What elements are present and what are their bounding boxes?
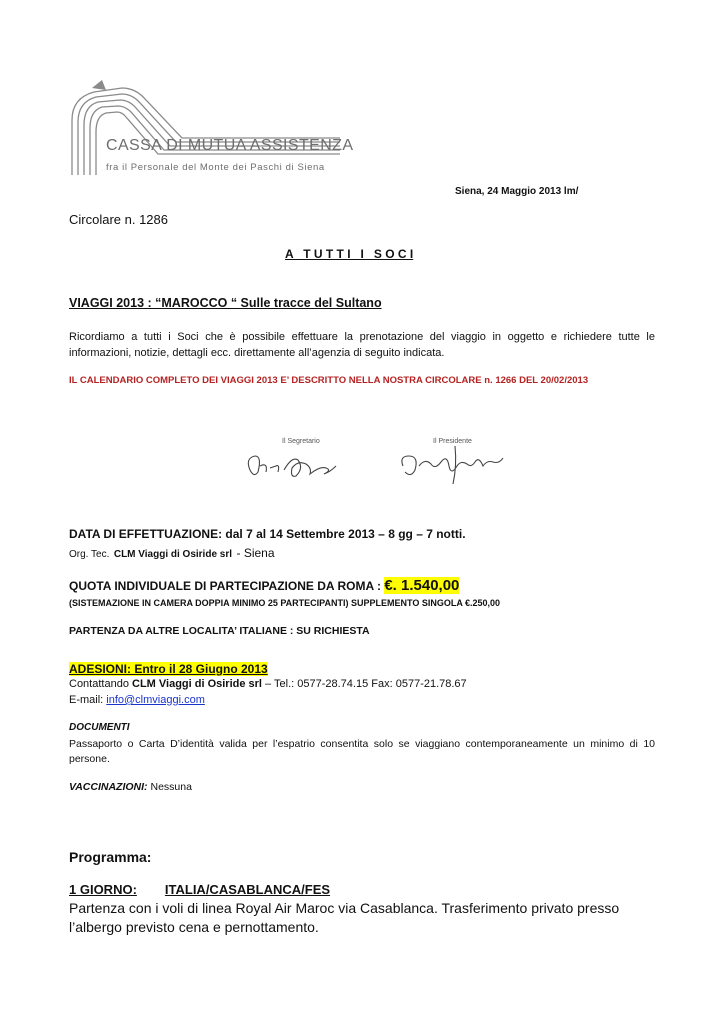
org-city: - Siena xyxy=(236,546,275,560)
subject: VIAGGI 2013 : “MAROCCO “ Sulle tracce del Sultano xyxy=(69,296,382,310)
logo-title: CASSA DI MUTUA ASSISTENZA xyxy=(106,137,354,154)
quota-price: €. 1.540,00 xyxy=(384,577,460,594)
president-label: Il Presidente xyxy=(433,438,472,445)
adesioni-title: ADESIONI: Entro il 28 Giugno 2013 xyxy=(69,662,268,676)
intro-paragraph: Ricordiamo a tutti i Soci che è possibile effettuare la prenotazione del viaggio in oggetto e richiedere tutte le informazioni, notizie, dettagli ecc. direttamente all’agenzia di seguito indicata. xyxy=(69,331,655,359)
email-prefix: E-mail: xyxy=(69,694,107,706)
contact-name: CLM Viaggi di Osiride srl xyxy=(132,678,262,690)
adesioni-email-line xyxy=(69,694,205,706)
contact-phones: – Tel.: 0577-28.74.15 Fax: 0577-21.78.67 xyxy=(262,678,467,690)
logo xyxy=(62,80,352,180)
president-signature-icon xyxy=(395,436,515,491)
day1-text: Partenza con i voli di linea Royal Air Maroc via Casablanca. Trasferimento privato presso l’albergo previsto cena e pernottamento. xyxy=(69,900,620,935)
vaccinazioni-label: VACCINAZIONI: xyxy=(69,781,148,793)
adesioni-contact xyxy=(69,678,467,690)
contact-prefix: Contattando xyxy=(69,678,132,690)
signature-secretary xyxy=(240,438,350,493)
org-prefix: Org. Tec. xyxy=(69,549,110,560)
day1-heading xyxy=(69,882,330,897)
place-date: Siena, 24 Maggio 2013 lm/ xyxy=(455,186,579,197)
quota-detail: (SISTEMAZIONE IN CAMERA DOPPIA MINIMO 25 PARTECIPANTI) SUPPLEMENTO SINGOLA €.250,00 xyxy=(69,598,501,608)
org-name: CLM Viaggi di Osiride srl xyxy=(113,549,233,560)
quota-label: QUOTA INDIVIDUALE DI PARTECIPAZIONE DA ROMA : xyxy=(69,579,385,593)
recipients-heading: A T U T T I I S O C I xyxy=(285,247,414,261)
vaccinazioni-line xyxy=(69,781,192,793)
signature-president xyxy=(395,436,515,491)
org-line xyxy=(69,544,275,562)
email-link[interactable]: info@clmviaggi.com xyxy=(106,694,205,706)
secretary-label: Il Segretario xyxy=(282,438,320,445)
travel-dates: DATA DI EFFETTUAZIONE: dal 7 al 14 Settembre 2013 – 8 gg – 7 notti. xyxy=(69,527,466,541)
circolare-number: Circolare n. 1286 xyxy=(69,212,168,227)
departure-note: PARTENZA DA ALTRE LOCALITA’ ITALIANE : SU RICHIESTA xyxy=(69,625,370,637)
programma-title: Programma: xyxy=(69,849,152,865)
day1-label: 1 GIORNO: xyxy=(69,882,137,897)
vaccinazioni-value: Nessuna xyxy=(147,781,192,793)
documenti-title: DOCUMENTI xyxy=(69,722,130,733)
documenti-text: Passaporto o Carta D’identità valida per l’espatrio consentita solo se viaggiano contemporaneamente un minimo di 10 persone. xyxy=(69,738,655,765)
calendar-note: IL CALENDARIO COMPLETO DEI VIAGGI 2013 E’ DESCRITTO NELLA NOSTRA CIRCOLARE n. 1266 DEL 20/02/2013 xyxy=(69,375,589,386)
secretary-signature-icon xyxy=(240,438,350,493)
quota-line xyxy=(69,577,459,595)
day1-route: ITALIA/CASABLANCA/FES xyxy=(164,882,331,897)
logo-subtitle: fra il Personale del Monte dei Paschi di Siena xyxy=(106,162,325,173)
